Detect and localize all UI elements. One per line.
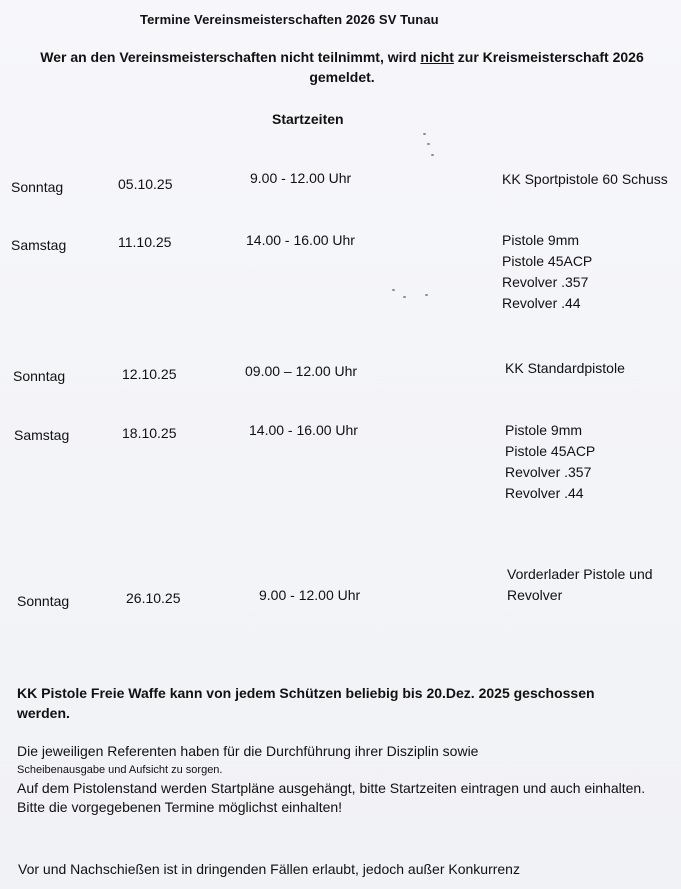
discipline-item: KK Sportpistole 60 Schuss <box>502 171 668 187</box>
schedule-disciplines <box>502 230 592 314</box>
discipline-item: Revolver .357 <box>502 274 589 290</box>
schedule-date: 12.10.25 <box>122 366 177 382</box>
schedule-time: 14.00 - 16.00 Uhr <box>246 232 355 248</box>
discipline-item: Pistole 9mm <box>505 422 583 438</box>
schedule-time: 14.00 - 16.00 Uhr <box>249 422 358 438</box>
discipline-item: Pistole 45ACP <box>502 253 593 269</box>
scan-speck <box>425 294 428 296</box>
schedule-disciplines <box>502 169 668 190</box>
participation-notice <box>12 47 672 87</box>
schedule-time: 9.00 - 12.00 Uhr <box>250 170 352 186</box>
scan-speck <box>427 143 430 145</box>
notice-emphasis: nicht <box>420 49 454 65</box>
notice-text-before: Wer an den Vereinsmeisterschaften nicht teilnimmt, wird <box>40 49 421 65</box>
document-title: Termine Vereinsmeisterschaften 2026 SV Tunau <box>140 12 439 27</box>
discipline-item: Revolver .357 <box>505 464 592 480</box>
instructions-line: Auf dem Pistolenstand werden Startpläne ausgehängt, bitte Startzeiten eintragen und auch einhalten. <box>17 780 646 796</box>
schedule-disciplines <box>505 420 595 504</box>
schedule-day: Samstag <box>11 237 67 253</box>
free-weapon-note: KK Pistole Freie Waffe kann von jedem Schützen beliebig bis 20.Dez. 2025 geschossen werden. <box>17 685 595 721</box>
schedule-disciplines <box>507 564 653 606</box>
schedule-date: 26.10.25 <box>126 590 181 606</box>
footer-note: Vor und Nachschießen ist in dringenden Fällen erlaubt, jedoch außer Konkurrenz <box>18 861 520 877</box>
instructions-line: Die jeweiligen Referenten haben für die Durchführung ihrer Disziplin sowie <box>17 743 479 759</box>
instructions-line: Bitte die vorgegebenen Termine möglichst einhalten! <box>17 799 343 815</box>
start-times-heading: Startzeiten <box>272 111 344 127</box>
schedule-date: 05.10.25 <box>118 176 173 192</box>
schedule-day: Samstag <box>14 427 70 443</box>
notice-text-after: zur Kreismeisterschaft 2026 gemeldet. <box>309 49 644 85</box>
schedule-day: Sonntag <box>13 368 66 384</box>
discipline-item: KK Standardpistole <box>505 360 625 376</box>
discipline-item: Revolver .44 <box>502 295 581 311</box>
scan-speck <box>423 133 426 135</box>
schedule-disciplines <box>505 358 625 379</box>
discipline-item: Revolver <box>507 587 563 603</box>
scan-speck <box>431 154 434 156</box>
scan-speck <box>403 296 406 298</box>
instructions-block <box>17 742 657 817</box>
schedule-date: 18.10.25 <box>122 425 177 441</box>
schedule-date: 11.10.25 <box>118 234 172 250</box>
schedule-time: 9.00 - 12.00 Uhr <box>259 587 361 603</box>
scan-speck <box>392 289 395 291</box>
discipline-item: Revolver .44 <box>505 485 584 501</box>
discipline-item: Pistole 45ACP <box>505 443 596 459</box>
discipline-item: Vorderlader Pistole und <box>507 566 653 582</box>
schedule-time: 09.00 – 12.00 Uhr <box>245 363 358 379</box>
schedule-day: Sonntag <box>11 179 64 195</box>
schedule-day: Sonntag <box>17 593 70 609</box>
instructions-line: Scheibenausgabe und Aufsicht zu sorgen. <box>17 764 223 776</box>
discipline-item: Pistole 9mm <box>502 232 580 248</box>
